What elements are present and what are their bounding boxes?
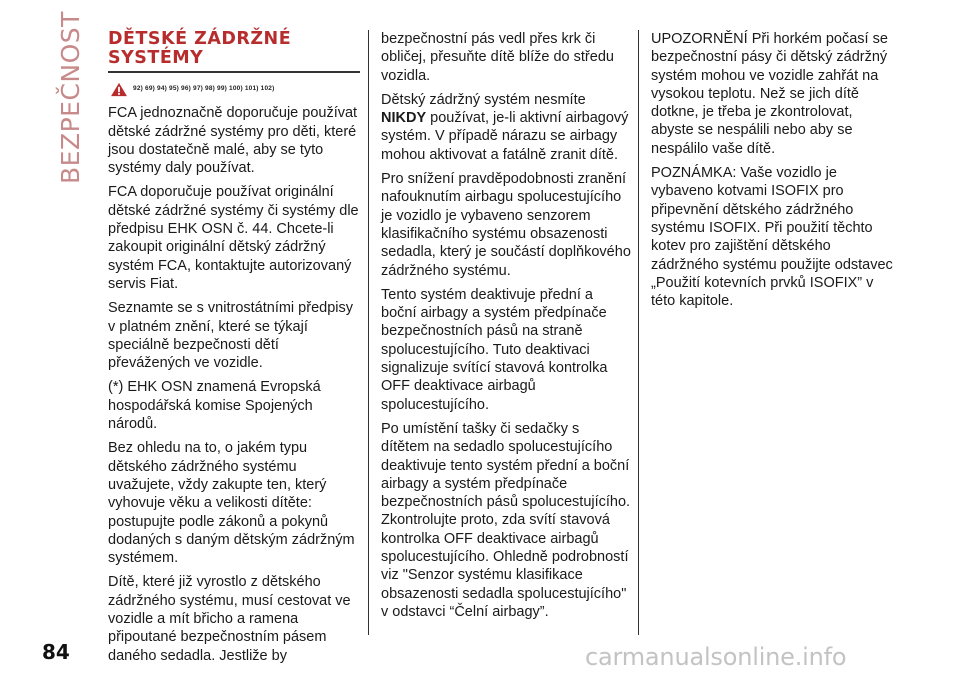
text-run: používat, je-li aktivní airbagový systém. V případě nárazu se airbagy mohou aktivovat a fatálně zranit dítě. [381, 110, 629, 163]
column-2 [381, 30, 631, 627]
paragraph: Seznamte se s vnitrostátními předpisy v platném znění, které se týkají speciálně bezpečnosti dětí převážených ve vozidle. [108, 300, 353, 372]
warning-references [110, 80, 360, 98]
column-divider [368, 30, 369, 635]
column-1 [108, 30, 360, 671]
paragraph: Po umístění tašky či sedačky s dítětem na sedadlo spolucestujícího deaktivuje tento systém přední a boční airbagy a systém předpínače bezpečnostních pásů spolucestujícího. Zkontrolujte proto, zda svítí stavová kontrolka OFF deaktivace airbagů spolucestujícího. Ohledně podrobností viz "Senzor systému klasifikace obsazenosti sedadla spolucestujícího" v odstavci “Čelní airbagy”. [381, 420, 631, 620]
column-3 [651, 30, 896, 316]
text-run: Dětský zádržný systém nesmíte [381, 91, 586, 108]
title-line-2: SYSTÉMY [108, 48, 204, 68]
paragraph: Tento systém deaktivuje přední a boční airbagy a systém předpínače bezpečnostních pásů na straně spolucestujícího. Tuto deaktivaci signalizuje svítící stavová kontrolka OFF deaktivace airbagů spolucestujícího. [381, 286, 608, 413]
warning-triangle-icon [110, 82, 128, 97]
paragraph: Pro snížení pravděpodobnosti zranění nafouknutím airbagu spolucestujícího je vozidlo je vybaveno senzorem klasifikačního systému obsazenosti sedadla, který je součástí doplňkového zádržného systému. [381, 171, 631, 279]
paragraph-note: POZNÁMKA: Vaše vozidlo je vybaveno kotvami ISOFIX pro připevnění dětského zádržného systému ISOFIX. Při použití těchto kotev pro zajištění dětského zádržného systému použijte odstavec „Použití kotevních prvků ISOFIX” v této kapitole. [651, 165, 893, 310]
page-number: 84 [42, 640, 70, 664]
paragraph: Bez ohledu na to, o jakém typu dětského zádržného systému uvažujete, vždy zakupte ten, který vyhovuje věku a velikosti dítěte: postupujte podle zákonů a pokynů dodaných s daným dětským zádržným systémem. [108, 440, 355, 567]
paragraph: bezpečnostní pás vedl přes krk či obličej, přesuňte dítě blíže do středu vozidla. [381, 31, 614, 84]
title-line-1: DĚTSKÉ ZÁDRŽNÉ [108, 29, 292, 49]
paragraph: Dítě, které již vyrostlo z dětského zádržného systému, musí cestovat ve vozidle a mít břicho a ramena připoutané bezpečnostním pásem daného sedadla. Jestliže by [108, 574, 351, 664]
watermark: carmanualsonline.info [585, 643, 847, 671]
paragraph-never-use [381, 91, 631, 164]
section-title [108, 30, 360, 73]
emphasis-never: NIKDY [381, 110, 427, 127]
section-label: BEZPEČNOST [56, 11, 85, 184]
paragraph: (*) EHK OSN znamená Evropská hospodářská komise Spojených národů. [108, 379, 321, 433]
column-divider [638, 30, 639, 635]
paragraph: FCA doporučuje používat originální dětské zádržné systémy či systémy dle předpisu EHK OSN č. 44. Chcete-li zakoupit originální dětský zádržný systém FCA, kontaktujte autorizovaný servis Fiat. [108, 184, 359, 292]
paragraph: FCA jednoznačně doporučuje používat dětské zádržné systémy pro děti, které jsou dostatečně malé, aby se tyto systémy daly používat. [108, 105, 358, 177]
paragraph-caution: UPOZORNĚNÍ Při horkém počasí se bezpečnostní pásy či dětský zádržný systém mohou ve vozidle zahřát na vysokou teplotu. Než se jich dítě dotkne, je třeba je zkontrolovat, abyste se nespálili nebo aby se nespálilo vaše dítě. [651, 31, 888, 157]
warning-refs-text: 92) 69) 94) 95) 96) 97) 98) 99) 100) 101) 102) [133, 85, 275, 92]
